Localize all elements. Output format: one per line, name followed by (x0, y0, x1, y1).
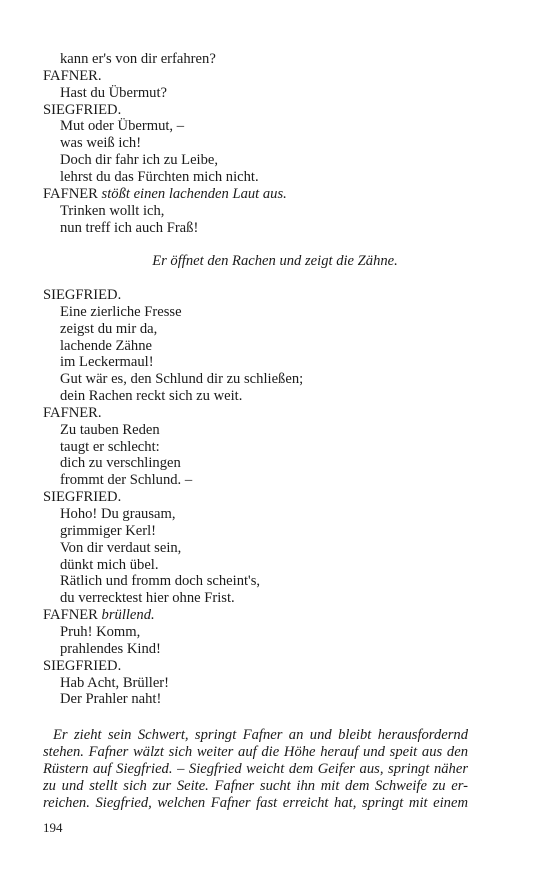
stage-paragraph-line: zu und stellt sich zur Seite. Fafner sucht ihn mit dem Schweife zu er- (43, 778, 468, 794)
verse-line: Rätlich und fromm doch scheint's, (60, 573, 261, 590)
verse-line: grimmiger Kerl! (60, 522, 157, 539)
verse-line: dich zu verschlingen (60, 455, 181, 472)
verse-line: Zu tauben Reden (60, 421, 160, 438)
verse-line: nun treff ich auch Fraß! (60, 219, 199, 236)
stage-paragraph-line: stehen. Fafner wälzt sich weiter auf die Höhe herauf und speit aus den (43, 744, 468, 760)
speaker-label: SIEGFRIED. (43, 101, 122, 118)
speaker-name (43, 68, 102, 85)
verse-line: Hoho! Du grausam, (60, 506, 176, 522)
speaker-name (43, 186, 287, 203)
verse-line: Hab Acht, Brüller! (60, 674, 170, 691)
speaker-label: FAFNER. (43, 404, 102, 421)
verse-line: prahlendes Kind! (60, 640, 161, 657)
speaker-label: SIEGFRIED. (43, 489, 122, 506)
speaker-name (43, 658, 121, 675)
verse-line: Pruh! Komm, (60, 623, 141, 640)
speaker-name (43, 287, 121, 304)
speaker-name (43, 405, 102, 422)
speaker-label: SIEGFRIED. (43, 657, 122, 674)
verse-line: im Leckermaul! (60, 354, 154, 371)
inline-stage-direction: brüllend. (101, 607, 155, 624)
verse-line: Mut oder Übermut, – (60, 118, 185, 135)
speaker-name (43, 607, 155, 624)
verse-line: dünkt mich übel. (60, 556, 159, 573)
speaker-label: FAFNER. (43, 67, 102, 84)
verse-line: Hast du Übermut? (60, 84, 167, 101)
verse-line: Trinken wollt ich, (60, 202, 165, 219)
verse-line: was weiß ich! (60, 135, 142, 152)
inline-stage-direction: stößt einen lachenden Laut aus. (101, 185, 287, 202)
verse-line: du verrecktest hier ohne Frist. (60, 590, 235, 607)
stage-direction-paragraph (43, 727, 468, 812)
verse-line: dein Rachen reckt sich zu weit. (60, 388, 243, 404)
page-number: 194 (43, 820, 63, 835)
speaker-label: SIEGFRIED. (43, 286, 122, 303)
verse-line: zeigst du mir da, (60, 320, 158, 337)
verse-line: Von dir verdaut sein, (60, 539, 182, 556)
verse-line: Doch dir fahr ich zu Leibe, (60, 152, 219, 169)
verse-line: Gut wär es, den Schlund dir zu schließen; (60, 371, 304, 388)
verse-line: taugt er schlecht: (60, 438, 160, 455)
verse-line: lachende Zähne (60, 337, 152, 354)
speaker-label: FAFNER (43, 607, 98, 624)
verse-line: frommt der Schlund. – (60, 472, 193, 489)
verse-line: lehrst du das Fürchten mich nicht. (60, 169, 259, 185)
stage-paragraph-line: Er zieht sein Schwert, springt Fafner an und bleibt herausfordernd (53, 727, 468, 743)
speaker-name (43, 102, 121, 119)
verse-line: Eine zierliche Fresse (60, 303, 182, 320)
speaker-label: FAFNER (43, 185, 98, 202)
speaker-name (43, 489, 121, 506)
centered-stage-direction: Er öffnet den Rachen und zeigt die Zähne. (152, 253, 398, 270)
stage-paragraph-line: Rüstern auf Siegfried. – Siegfried weicht dem Geifer aus, springt näher (43, 761, 468, 777)
stage-paragraph-line: reichen. Siegfried, welchen Fafner fast erreicht hat, springt mit einem (43, 795, 468, 811)
verse-line: Der Prahler naht! (60, 691, 162, 708)
verse-line: kann er's von dir erfahren? (60, 51, 216, 67)
